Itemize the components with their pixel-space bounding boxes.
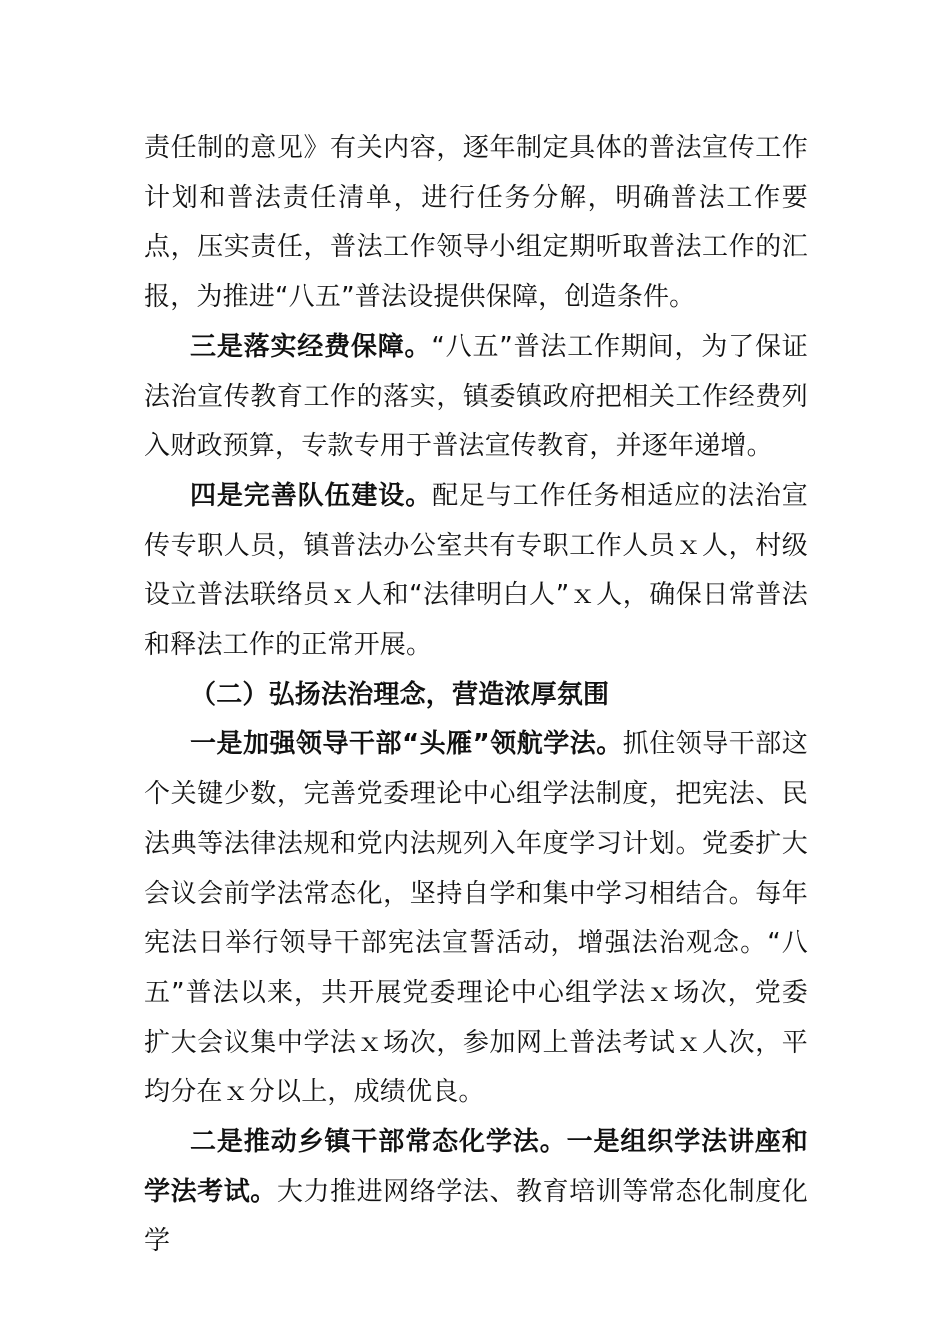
paragraph-lead: 二是推动乡镇干部常态化学法。一是组织学法讲座和学法考试。: [144, 1127, 808, 1207]
paragraph-lead: 一是加强领导干部“头雁”领航学法。: [190, 729, 623, 760]
section-heading: （二）弘扬法治理念，营造浓厚氛围: [190, 679, 610, 710]
paragraph-team: [144, 472, 808, 671]
paragraph-text: 配足与工作任务相适应的法治宣传专职人员，镇普法办公室共有专职工作人员ｘ人，村级设立普法联络员ｘ人和“法律明白人”ｘ人，确保日常普法和释法工作的正常开展。: [144, 480, 808, 661]
paragraph-lead: 四是完善队伍建设。: [190, 480, 433, 511]
paragraph-text: “八五”普法工作期间，为了保证法治宣传教育工作的落实，镇委镇政府把相关工作经费列入财政预算，专款专用于普法宣传教育，并逐年递增。: [144, 331, 808, 462]
paragraph-continuation: [144, 124, 808, 323]
paragraph-cadre-study: [144, 1118, 808, 1267]
paragraph-funding: [144, 323, 808, 472]
paragraph-text: 抓住领导干部这个关键少数，完善党委理论中心组学法制度，把宪法、民法典等法律法规和党内法规列入年度学习计划。党委扩大会议会前学法常态化，坚持自学和集中学习相结合。每年宪法日举行领导干部宪法宣誓活动，增强法治观念。“八五”普法以来，共开展党委理论中心组学法ｘ场次，党委扩大会议集中学法ｘ场次，参加网上普法考试ｘ人次，平均分在ｘ分以上，成绩优良。: [144, 729, 808, 1108]
paragraph-text: 大力推进网络学法、教育培训等常态化制度化学: [144, 1176, 808, 1257]
paragraph-text: 责任制的意见》有关内容，逐年制定具体的普法宣传工作计划和普法责任清单，进行任务分解，明确普法工作要点，压实责任，普法工作领导小组定期听取普法工作的汇报，为推进“八五”普法设提供保障，创造条件。: [144, 133, 808, 313]
paragraph-leaders-study: [144, 720, 808, 1118]
document-body: [144, 124, 808, 1267]
paragraph-lead: 三是落实经费保障。: [190, 331, 432, 362]
